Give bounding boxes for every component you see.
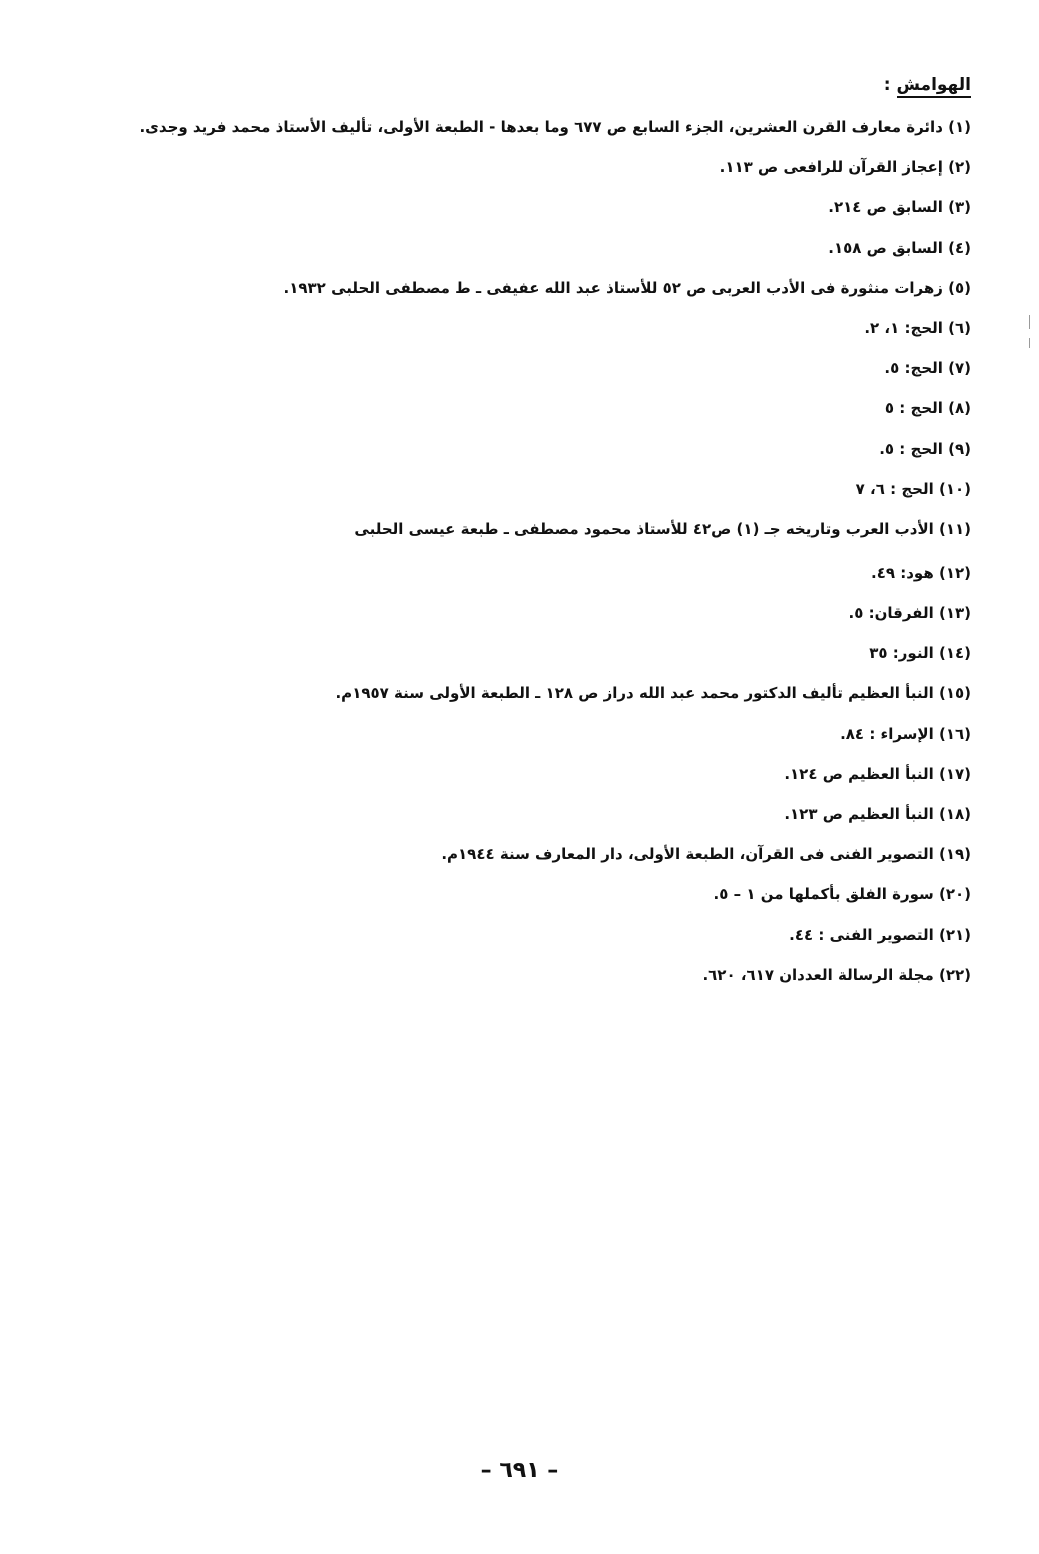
footnote-16: (١٦) الإسراء : ٨٤. <box>840 724 971 743</box>
footnote-2: (٢) إعجاز القرآن للرافعى ص ١١٣. <box>719 158 971 177</box>
footnote-3: (٣) السابق ص ٢١٤. <box>828 198 971 217</box>
footnotes-heading-colon: : <box>883 75 891 95</box>
footnote-9: (٩) الحج : ٥. <box>879 439 971 458</box>
footnote-20: (٢٠) سورة الفلق بأكملها من ١ – ٥. <box>713 885 971 904</box>
footnote-4: (٤) السابق ص ١٥٨. <box>828 238 971 257</box>
footnote-17: (١٧) النبأ العظيم ص ١٢٤. <box>784 764 971 783</box>
scan-margin-mark <box>1029 338 1030 348</box>
footnote-12: (١٢) هود: ٤٩. <box>871 563 971 582</box>
footnotes-list <box>139 114 971 1002</box>
footnote-6: (٦) الحج: ١، ٢. <box>864 318 971 337</box>
footnote-1: (١) دائرة معارف القرن العشرين، الجزء السابع ص ٦٧٧ وما بعدها - الطبعة الأولى، تأليف الأستاذ محمد فريد وجدى. <box>139 118 971 136</box>
footnote-11: (١١) الأدب العرب وتاريخه جـ (١) ص٤٢ للأستاذ محمود مصطفى ـ طبعة عيسى الحلبى <box>354 519 971 538</box>
footnote-8: (٨) الحج : ٥ <box>884 399 971 418</box>
footnote-13: (١٣) الفرقان: ٥. <box>848 604 971 623</box>
footnote-10: (١٠) الحج : ٦، ٧ <box>855 479 971 498</box>
scan-margin-mark <box>1029 315 1030 329</box>
footnote-14: (١٤) النور: ٣٥ <box>869 644 971 663</box>
footnote-22: (٢٢) مجلة الرسالة العددان ٦١٧، ٦٢٠. <box>702 965 971 984</box>
page-number: – ٦٩١ – <box>480 1458 559 1483</box>
footnotes-heading <box>884 72 971 98</box>
footnote-19: (١٩) التصوير الفنى فى القرآن، الطبعة الأولى، دار المعارف سنة ١٩٤٤م. <box>441 845 971 864</box>
footnote-15: (١٥) النبأ العظيم تأليف الدكتور محمد عبد الله دراز ص ١٢٨ ـ الطبعة الأولى سنة ١٩٥٧م. <box>335 684 971 703</box>
footnote-7: (٧) الحج: ٥. <box>884 359 971 378</box>
footnotes-heading-text: الهوامش <box>897 75 971 98</box>
footnote-21: (٢١) التصوير الفنى : ٤٤. <box>789 925 971 944</box>
footnote-18: (١٨) النبأ العظيم ص ١٢٣. <box>784 805 971 823</box>
footnote-5: (٥) زهرات منثورة فى الأدب العربى ص ٥٢ للأستاذ عبد الله عفيفى ـ ط مصطفى الحلبى ١٩٣٢. <box>283 278 971 297</box>
